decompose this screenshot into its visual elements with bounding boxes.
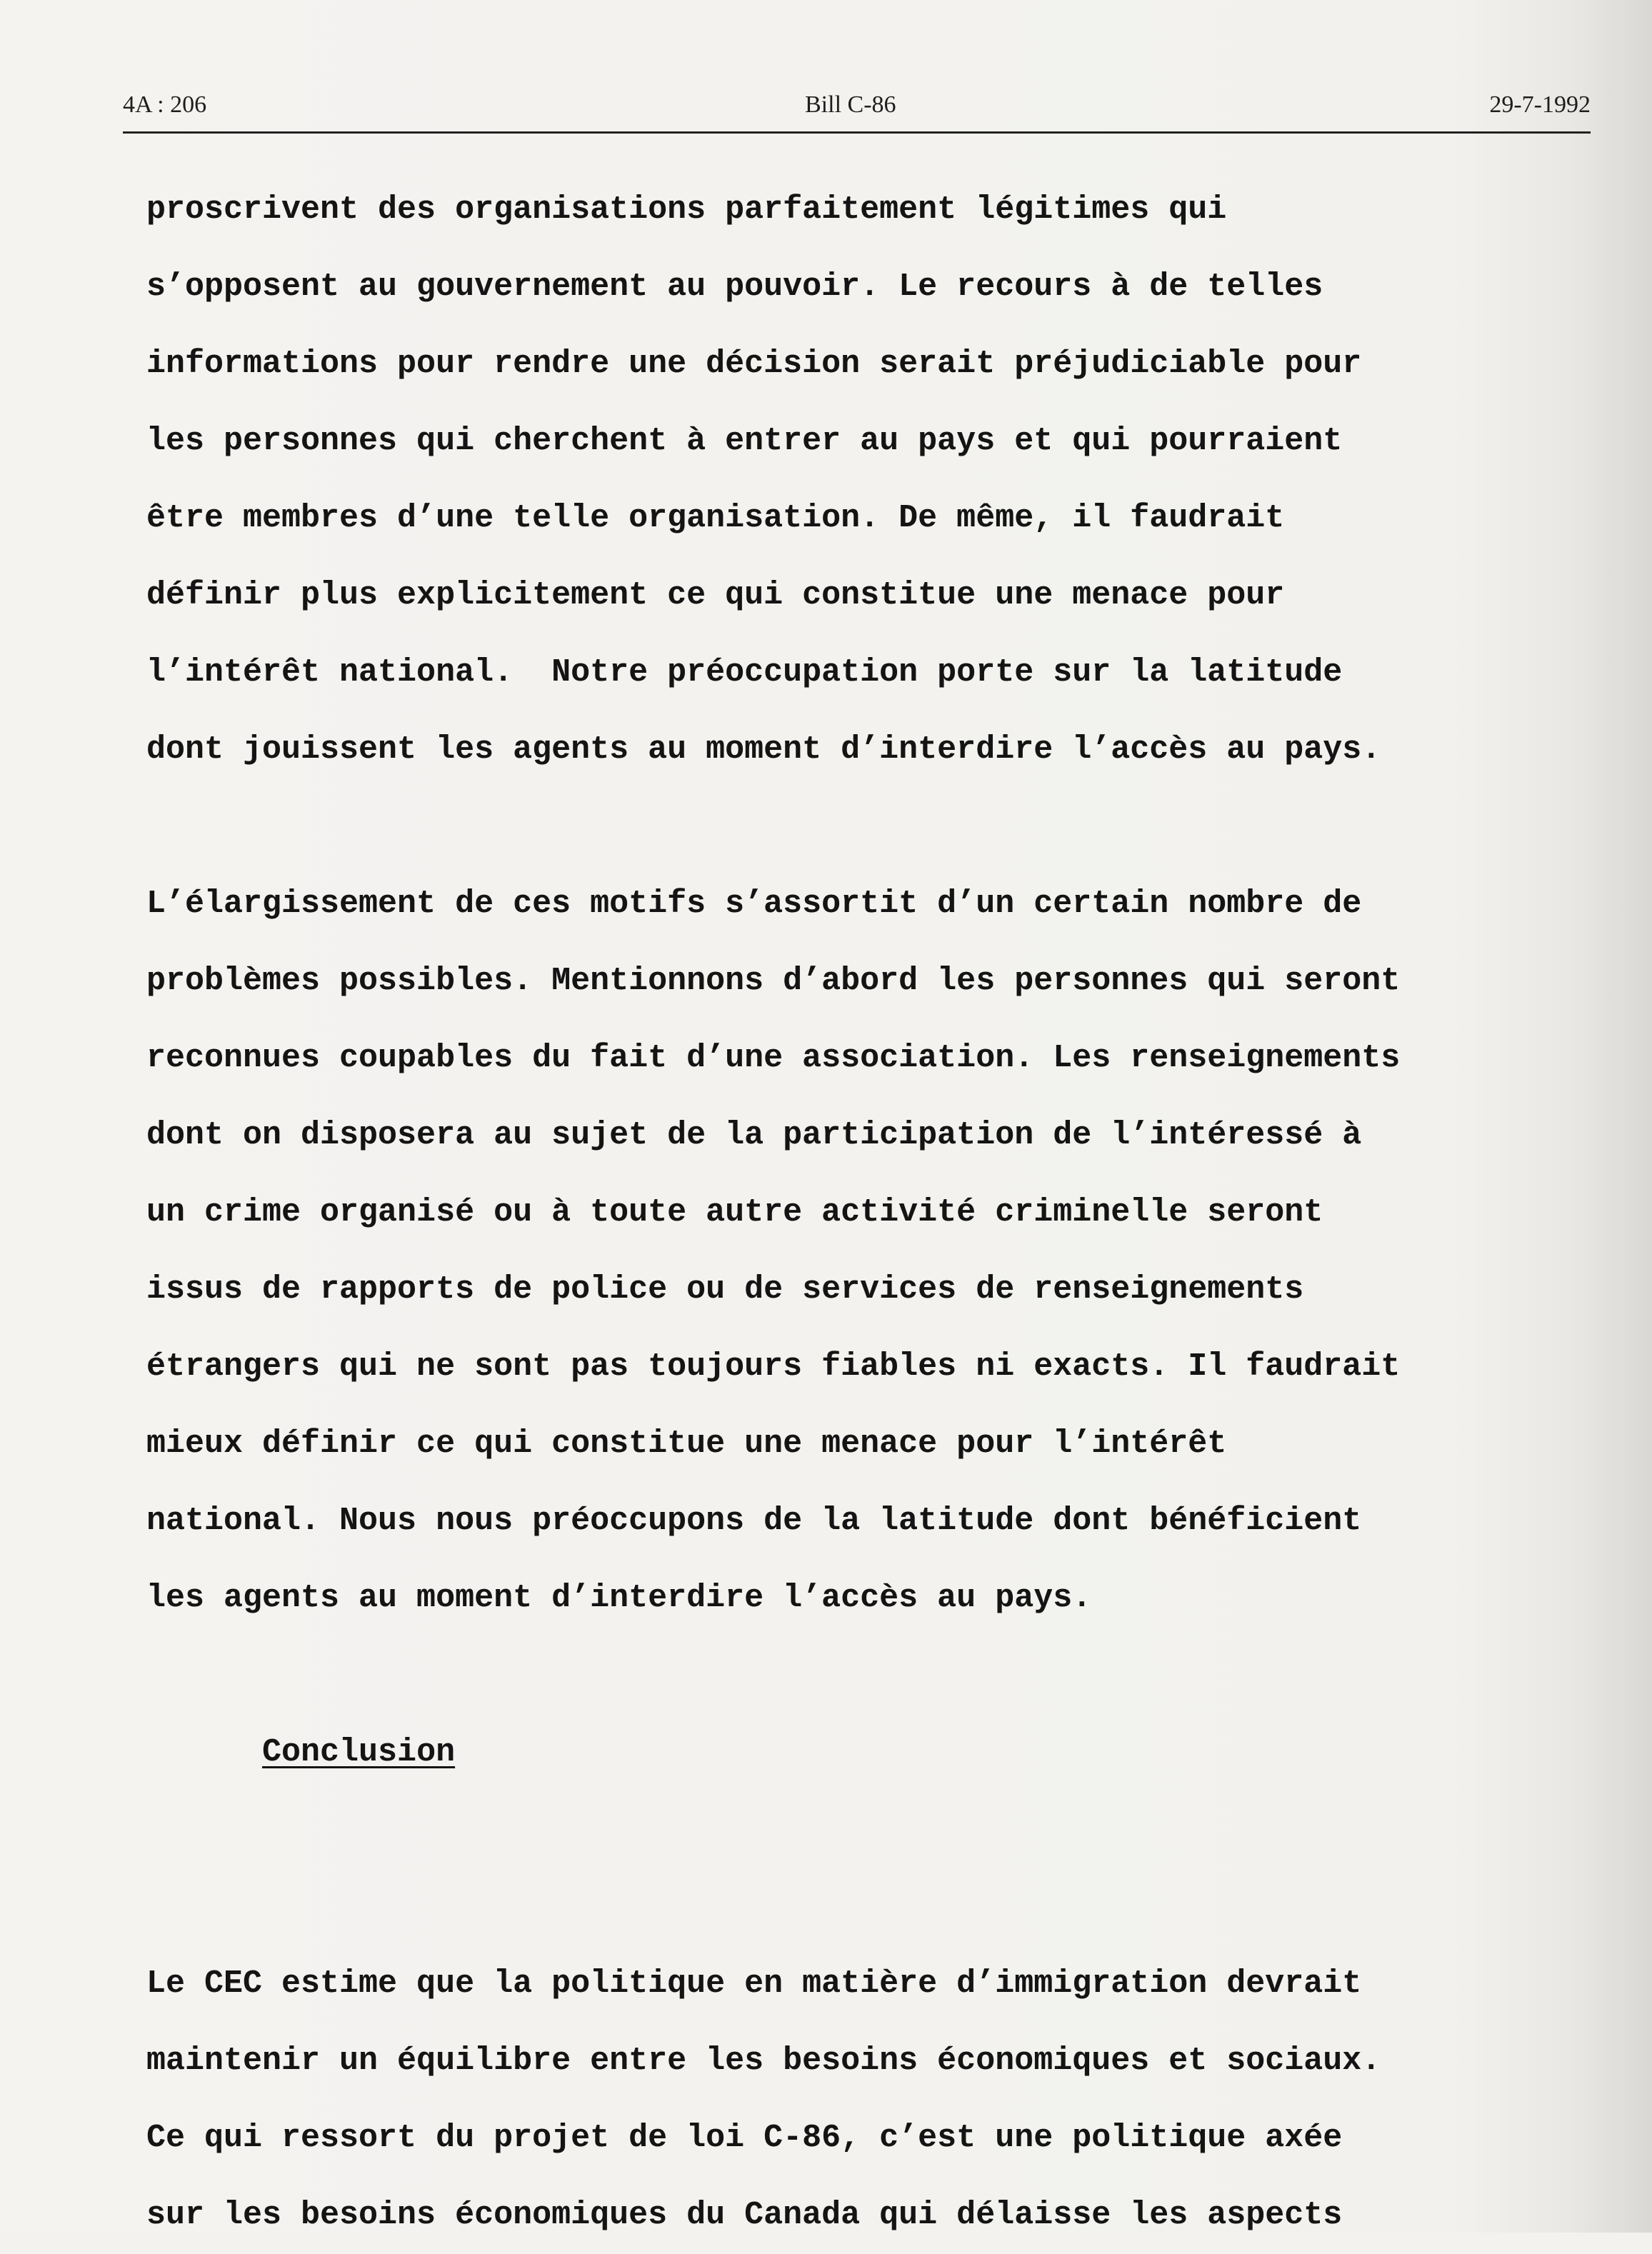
header-page-number: 4A : 206: [123, 91, 207, 118]
text-line: dont on disposera au sujet de la participation de l’intéressé à: [146, 1117, 1362, 1153]
text-line: dont jouissent les agents au moment d’interdire l’accès au pays.: [146, 731, 1381, 768]
text-line: L’élargissement de ces motifs s’assortit d’un certain nombre de: [146, 886, 1362, 922]
paragraph-spacer: [146, 788, 1596, 866]
header-bill-title: Bill C-86: [805, 91, 896, 118]
text-line: proscrivent des organisations parfaitement légitimes qui: [146, 191, 1227, 228]
text-line: maintenir un équilibre entre les besoins économiques et sociaux.: [146, 2043, 1381, 2079]
text-line: reconnues coupables du fait d’une association. Les renseignements: [146, 1040, 1401, 1076]
text-line: les agents au moment d’interdire l’accès au pays.: [146, 1580, 1092, 1616]
text-line: informations pour rendre une décision serait préjudiciable pour: [146, 346, 1362, 382]
text-line: Ce qui ressort du projet de loi C-86, c’est une politique axée: [146, 2120, 1343, 2156]
text-line: issus de rapports de police ou de services de renseignements: [146, 1271, 1304, 1308]
header-date: 29-7-1992: [1489, 91, 1591, 118]
header-rule: [123, 131, 1591, 134]
text-line: Le CEC estime que la politique en matière d’immigration devrait: [146, 1965, 1362, 2002]
text-line: national. Nous nous préoccupons de la latitude dont bénéficient: [146, 1503, 1362, 1539]
paragraph-spacer: [146, 1868, 1596, 1945]
paragraph-3: [146, 1945, 1596, 2254]
text-line: être membres d’une telle organisation. De même, il faudrait: [146, 500, 1285, 536]
text-line: les personnes qui cherchent à entrer au pays et qui pourraient: [146, 423, 1343, 459]
running-header: [123, 91, 1591, 134]
text-line: l’intérêt national. Notre préoccupation porte sur la latitude: [146, 654, 1343, 691]
text-line: étrangers qui ne sont pas toujours fiables ni exacts. Il faudrait: [146, 1348, 1401, 1385]
document-body: [146, 171, 1596, 2254]
paragraph-2: [146, 866, 1596, 1637]
text-line: définir plus explicitement ce qui constitue une menace pour: [146, 577, 1285, 613]
text-line: sur les besoins économiques du Canada qui délaisse les aspects: [146, 2197, 1343, 2233]
text-line: un crime organisé ou à toute autre activité criminelle seront: [146, 1194, 1323, 1231]
text-line: s’opposent au gouvernement au pouvoir. Le recours à de telles: [146, 269, 1323, 305]
section-heading: [146, 1637, 1596, 1868]
paragraph-1: [146, 171, 1596, 788]
text-line: problèmes possibles. Mentionnons d’abord les personnes qui seront: [146, 963, 1401, 999]
text-line: mieux définir ce qui constitue une menace pour l’intérêt: [146, 1426, 1227, 1462]
section-heading-text: Conclusion: [262, 1734, 456, 1770]
